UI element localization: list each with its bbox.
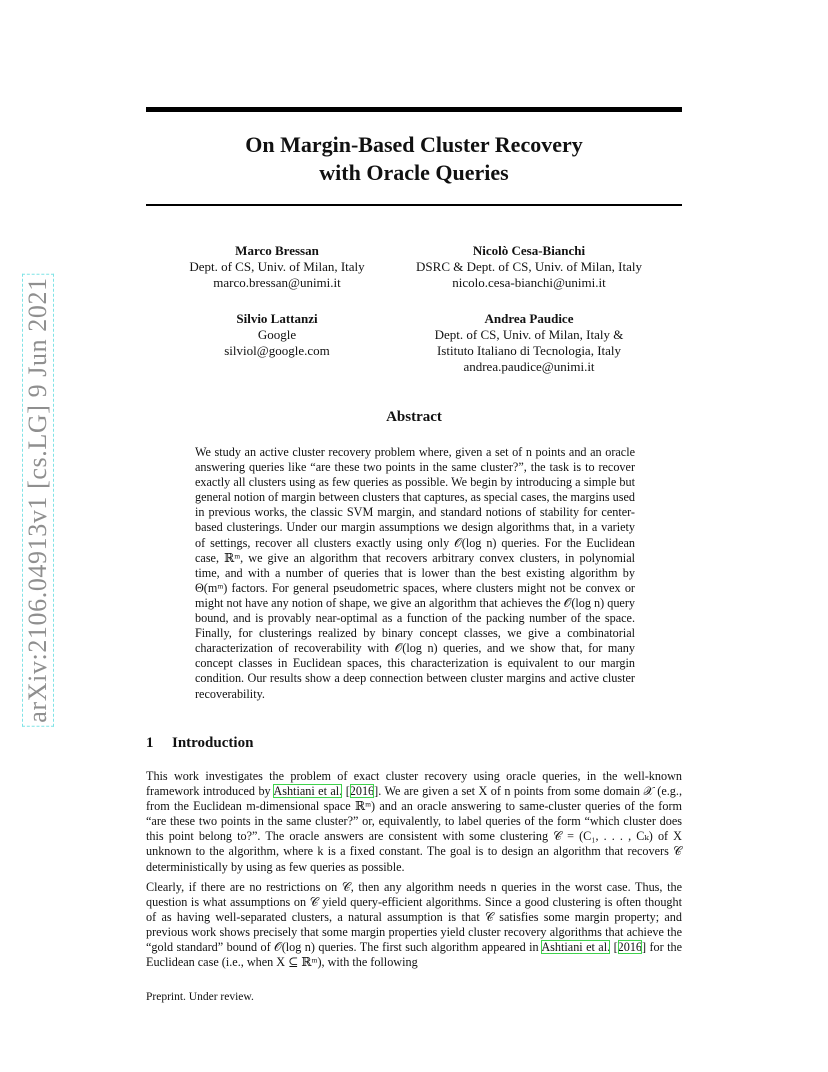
- title-line-1: On Margin-Based Cluster Recovery: [245, 132, 583, 157]
- author-name: Silvio Lattanzi: [236, 311, 318, 326]
- top-rule: [146, 107, 682, 112]
- author-affiliation: Google: [257, 327, 297, 342]
- arxiv-identifier[interactable]: arXiv:2106.04913v1 [cs.LG] 9 Jun 2021: [23, 274, 53, 725]
- author-name: Andrea Paudice: [484, 311, 574, 326]
- author-affiliation: Dept. of CS, Univ. of Milan, Italy: [189, 259, 365, 274]
- citation-year-link[interactable]: 2016: [349, 784, 375, 799]
- author-affiliation-2: Istituto Italiano di Tecnologia, Italy: [436, 343, 622, 358]
- citation-link[interactable]: Ashtiani et al.: [273, 784, 343, 799]
- author-name: Marco Bressan: [235, 243, 319, 258]
- author-block-bressan: [172, 243, 382, 291]
- intro-paragraph-2: Clearly, if there are no restrictions on 𝒞, then any algorithm needs n queries in the worst case. Thus, the question is what assumptions on 𝒞 yield query-efficient algorithms. Since a good clustering is often thought of as having well-separated clusters, a natural assumption is that 𝒞 satisfies some margin property; and previous work shows precisely that some margin properties yield cluster recovery algorithms that achieve the “gold standard” bound of 𝒪(log n) queries. The first such algorithm appeared in Ashtiani et al. [2016] for the Euclidean case (i.e., when X ⊆ ℝᵐ), with the following: [146, 880, 683, 970]
- author-block-lattanzi: [172, 311, 382, 359]
- title-bottom-rule: [146, 204, 682, 206]
- section-number: 1: [146, 735, 154, 751]
- author-email: andrea.paudice@unimi.it: [463, 359, 595, 374]
- author-email: nicolo.cesa-bianchi@unimi.it: [452, 275, 606, 290]
- paragraph-text: Clearly, if there are no restrictions on 𝒞, then any algorithm needs n queries in the worst case. Thus, the question is what assumptions on 𝒞 yield query-efficient algorithms. Since a good clustering is often thought of as having well-separated clusters, a natural assumption is that 𝒞 satisfies some margin property; and previous work shows precisely that some margin properties yield cluster recovery algorithms that achieve the “gold standard” bound of 𝒪(log n) queries. The first such algorithm appeared in: [146, 880, 682, 955]
- author-block-paudice: [403, 311, 655, 375]
- citation-link[interactable]: Ashtiani et al.: [541, 940, 611, 955]
- abstract-body: We study an active cluster recovery problem where, given a set of n points and an oracle answering queries like “are these two points in the same cluster?”, the task is to recover exactly all clusters using as few queries as possible. We begin by introducing a simple but general notion of margin between clusters that captures, as special cases, the margins used in previous works, the classic SVM margin, and standard notions of stability for center-based clusterings. Under our margin assumptions we design algorithms that, in a variety of settings, recover all clusters exactly using only 𝒪(log n) queries. For the Euclidean case, ℝᵐ, we give an algorithm that recovers arbitrary convex clusters, in polynomial time, and with a number of queries that is lower than the best existing algorithm by Θ(mᵐ) factors. For general pseudometric spaces, where clusters might not be convex or might not have any notion of shape, we give an algorithm that achieves the 𝒪(log n) query bound, and is provably near-optimal as a function of the packing number of the space. Finally, for clusterings realized by binary concept classes, we give a combinatorial characterization of recoverability with 𝒪(log n) queries, and we show that, for many concept classes in Euclidean spaces, this characterization is equivalent to our margin condition. Our results show a deep connection between cluster margins and active cluster recoverability.: [195, 445, 635, 701]
- paragraph-text: . We are given a set X of n points from some domain 𝒳 (e.g., from the Euclidean m-dimensional space ℝᵐ) and an oracle answering to same-cluster queries of the form “are these two points in the same cluster?” or, equivalently, to label queries of the form “which cluster does this point belong to?”. The oracle answers are consistent with some clustering 𝒞 = (C₁, . . . , Cₖ) of X unknown to the algorithm, where k is a fixed constant. The goal is to design an algorithm that recovers 𝒞 deterministically by using as few queries as possible.: [146, 784, 682, 874]
- citation-year-link[interactable]: 2016: [617, 940, 643, 955]
- author-email: silviol@google.com: [224, 343, 330, 358]
- title-line-2: with Oracle Queries: [319, 160, 509, 185]
- intro-paragraph-1: This work investigates the problem of exact cluster recovery using oracle queries, in the well-known framework introduced by Ashtiani et al. [2016]. We are given a set X of n points from some domain 𝒳 (e.g., from the Euclidean m-dimensional space ℝᵐ) and an oracle answering to same-cluster queries of the form “are these two points in the same cluster?” or, equivalently, to label queries of the form “which cluster does this point belong to?”. The oracle answers are consistent with some clustering 𝒞 = (C₁, . . . , Cₖ) of X unknown to the algorithm, where k is a fixed constant. The goal is to design an algorithm that recovers 𝒞 deterministically by using as few queries as possible.: [146, 769, 682, 874]
- author-email: marco.bressan@unimi.it: [213, 275, 341, 290]
- paragraph-text: for the Euclidean case (i.e., when X ⊆ ℝᵐ), with the following: [146, 940, 683, 970]
- paper-title: [146, 131, 682, 187]
- paragraph-text: This work investigates the problem of exact cluster recovery using oracle queries, in the well-known framework introduced by: [146, 769, 682, 799]
- author-affiliation: Dept. of CS, Univ. of Milan, Italy &: [434, 327, 624, 342]
- author-name: Nicolò Cesa-Bianchi: [472, 243, 586, 258]
- author-affiliation: DSRC & Dept. of CS, Univ. of Milan, Italy: [416, 259, 642, 274]
- footer-note: Preprint. Under review.: [146, 991, 254, 1003]
- abstract-heading: Abstract: [386, 409, 442, 425]
- author-block-cesa-bianchi: [403, 243, 655, 291]
- section-title: Introduction: [172, 735, 254, 751]
- section-heading: [146, 735, 253, 752]
